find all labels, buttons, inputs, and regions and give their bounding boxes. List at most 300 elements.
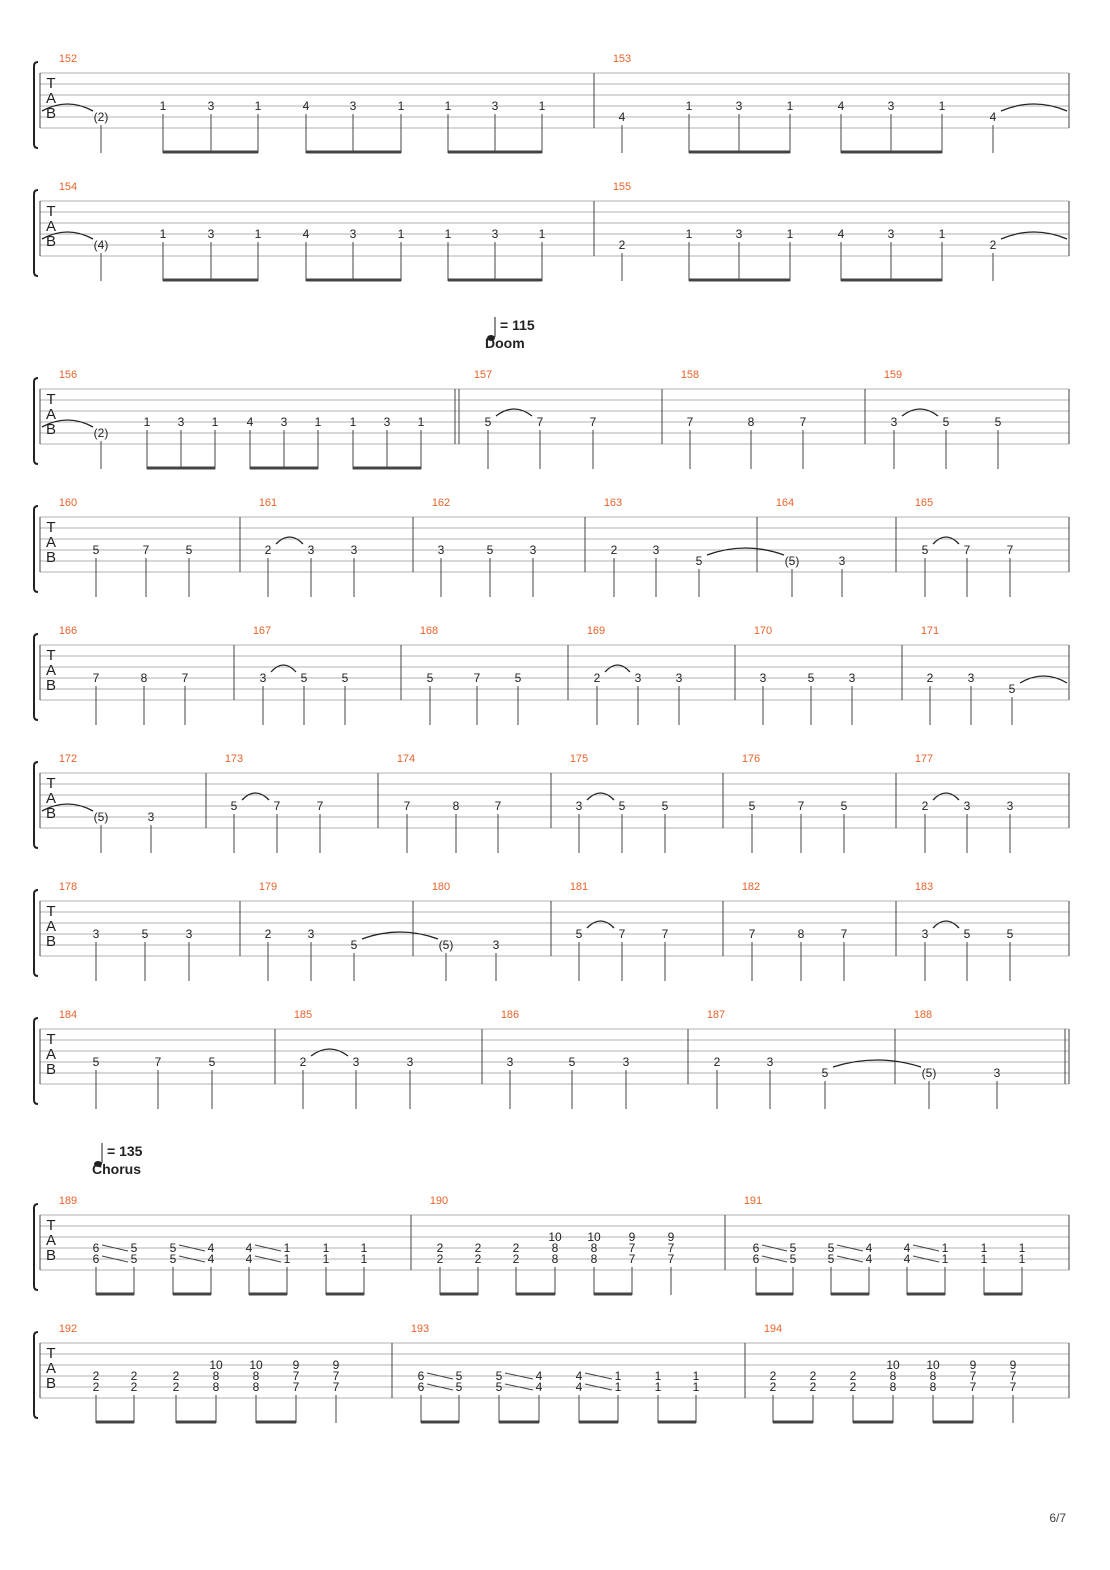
fret-number: 2 xyxy=(436,1252,444,1266)
fret-number: 8 xyxy=(212,1369,220,1383)
tab-clef-letter: T xyxy=(46,1031,56,1048)
tab-system xyxy=(34,369,1069,469)
fret-number: 2 xyxy=(989,238,997,252)
fret-number: 2 xyxy=(809,1369,817,1383)
tie-arc xyxy=(933,537,959,544)
measure-number: 180 xyxy=(431,881,451,893)
fret-number: 5 xyxy=(350,938,358,952)
fret-number: 5 xyxy=(455,1380,463,1394)
fret-number: 8 xyxy=(590,1241,598,1255)
fret-number: 10 xyxy=(209,1358,223,1372)
fret-number: 2 xyxy=(299,1055,307,1069)
system-bracket xyxy=(34,634,38,720)
fret-number: 3 xyxy=(177,415,185,429)
fret-number: 2 xyxy=(921,799,929,813)
fret-number: 7 xyxy=(332,1369,340,1383)
fret-number: 1 xyxy=(614,1380,622,1394)
fret-number: 6 xyxy=(92,1241,100,1255)
fret-number: 5 xyxy=(141,927,149,941)
measure-number: 164 xyxy=(775,497,795,509)
fret-number: 1 xyxy=(254,99,262,113)
fret-number: 3 xyxy=(838,554,846,568)
fret-number: 2 xyxy=(172,1380,180,1394)
fret-number: 1 xyxy=(980,1252,988,1266)
fret-number: 7 xyxy=(667,1252,675,1266)
fret-number: 7 xyxy=(403,799,411,813)
fret-number: 2 xyxy=(264,927,272,941)
tab-system xyxy=(34,53,1069,153)
tempo-bpm: = 115 xyxy=(500,317,535,333)
fret-number: 10 xyxy=(587,1230,601,1244)
fret-number: 7 xyxy=(661,927,669,941)
fret-number: 3 xyxy=(506,1055,514,1069)
tab-clef-letter: A xyxy=(45,534,57,551)
fret-number: 1 xyxy=(322,1241,330,1255)
measure-number: 189 xyxy=(58,1195,78,1207)
tab-clef-letter: T xyxy=(46,1345,56,1362)
fret-number: 2 xyxy=(264,543,272,557)
fret-number: 2 xyxy=(92,1380,100,1394)
fret-number: 2 xyxy=(769,1380,777,1394)
fret-number: 3 xyxy=(185,927,193,941)
tie-arc xyxy=(933,921,959,928)
fret-number: 1 xyxy=(397,99,405,113)
fret-number: 4 xyxy=(837,99,845,113)
fret-number: 5 xyxy=(169,1252,177,1266)
measure-number: 194 xyxy=(763,1323,783,1335)
measure-number: 157 xyxy=(473,369,493,381)
fret-number: 3 xyxy=(259,671,267,685)
system-bracket xyxy=(34,890,38,976)
measure-number: 184 xyxy=(58,1009,78,1021)
fret-number: 3 xyxy=(993,1066,1001,1080)
tab-clef-letter: T xyxy=(46,903,56,920)
measure-number: 173 xyxy=(224,753,244,765)
fret-number: 5 xyxy=(514,671,522,685)
fret-number: 7 xyxy=(273,799,281,813)
fret-number: 1 xyxy=(314,415,322,429)
fret-number: 3 xyxy=(675,671,683,685)
fret-number: 8 xyxy=(889,1380,897,1394)
fret-number: 1 xyxy=(360,1241,368,1255)
fret-number: 5 xyxy=(568,1055,576,1069)
section-label: Doom xyxy=(485,335,525,351)
fret-number: 7 xyxy=(618,927,626,941)
tie-arc xyxy=(587,921,614,928)
measure-number: 177 xyxy=(914,753,934,765)
fret-number: 7 xyxy=(686,415,694,429)
fret-number: 3 xyxy=(350,543,358,557)
fret-number: 7 xyxy=(589,415,597,429)
measure-number: 179 xyxy=(258,881,278,893)
fret-number: 5 xyxy=(575,927,583,941)
fret-number: 1 xyxy=(1018,1241,1026,1255)
fret-number: 3 xyxy=(967,671,975,685)
measure-number: 191 xyxy=(743,1195,763,1207)
fret-number: 6 xyxy=(417,1369,425,1383)
fret-number: 7 xyxy=(963,543,971,557)
measure-number: 155 xyxy=(612,181,632,193)
fret-number: 2 xyxy=(474,1252,482,1266)
fret-number: 1 xyxy=(692,1380,700,1394)
fret-number: 5 xyxy=(92,1055,100,1069)
system-bracket xyxy=(34,762,38,848)
fret-number: 7 xyxy=(292,1380,300,1394)
fret-number: 6 xyxy=(752,1252,760,1266)
tab-clef-letter: B xyxy=(45,805,57,822)
fret-number: 6 xyxy=(92,1252,100,1266)
fret-number: 2 xyxy=(610,543,618,557)
fret-number: 3 xyxy=(92,927,100,941)
fret-number: 1 xyxy=(1018,1252,1026,1266)
fret-number: 4 xyxy=(535,1369,543,1383)
tab-system xyxy=(34,1323,1069,1423)
fret-number: 8 xyxy=(551,1252,559,1266)
tab-clef-letter: T xyxy=(46,519,56,536)
fret-number: 5 xyxy=(185,543,193,557)
measure-number: 168 xyxy=(419,625,439,637)
fret-number: (2) xyxy=(93,110,109,124)
fret-number: 2 xyxy=(849,1380,857,1394)
fret-number: 4 xyxy=(903,1241,911,1255)
fret-number: 10 xyxy=(926,1358,940,1372)
fret-number: 1 xyxy=(538,227,546,241)
fret-number: 7 xyxy=(1009,1369,1017,1383)
fret-number: 3 xyxy=(575,799,583,813)
tab-clef-letter: A xyxy=(45,1232,57,1249)
fret-number: 6 xyxy=(752,1241,760,1255)
system-bracket xyxy=(34,1018,38,1104)
fret-number: 4 xyxy=(575,1369,583,1383)
fret-number: 7 xyxy=(969,1369,977,1383)
fret-number: 2 xyxy=(713,1055,721,1069)
fret-number: 5 xyxy=(230,799,238,813)
fret-number: 1 xyxy=(654,1380,662,1394)
fret-number: 9 xyxy=(667,1230,675,1244)
fret-number: 7 xyxy=(142,543,150,557)
measure-number: 159 xyxy=(883,369,903,381)
fret-number: 1 xyxy=(941,1252,949,1266)
fret-number: 3 xyxy=(147,810,155,824)
tab-clef-letter: A xyxy=(45,218,57,235)
fret-number: 9 xyxy=(292,1358,300,1372)
fret-number: 5 xyxy=(942,415,950,429)
fret-number: 4 xyxy=(903,1252,911,1266)
fret-number: 1 xyxy=(349,415,357,429)
fret-number: 1 xyxy=(538,99,546,113)
fret-number: (2) xyxy=(93,426,109,440)
tie-arc xyxy=(902,409,938,416)
fret-number: 7 xyxy=(536,415,544,429)
fret-number: 7 xyxy=(154,1055,162,1069)
fret-number: 4 xyxy=(207,1252,215,1266)
tie-arc xyxy=(496,409,532,416)
measure-number: 165 xyxy=(914,497,934,509)
fret-number: 5 xyxy=(821,1066,829,1080)
fret-number: 5 xyxy=(1008,682,1016,696)
fret-number: 7 xyxy=(92,671,100,685)
page-number: 6/7 xyxy=(1049,1511,1066,1525)
fret-number: 3 xyxy=(352,1055,360,1069)
fret-number: 2 xyxy=(593,671,601,685)
tie-arc xyxy=(833,1060,921,1067)
system-bracket xyxy=(34,1204,38,1290)
fret-number: 4 xyxy=(837,227,845,241)
tab-clef-letter: A xyxy=(45,1360,57,1377)
measure-number: 161 xyxy=(258,497,278,509)
fret-number: 3 xyxy=(307,543,315,557)
measure-number: 158 xyxy=(680,369,700,381)
fret-number: 9 xyxy=(1009,1358,1017,1372)
tab-clef-letter: B xyxy=(45,549,57,566)
tie-arc xyxy=(587,793,614,800)
tab-clef-letter: B xyxy=(45,233,57,250)
fret-number: 5 xyxy=(994,415,1002,429)
tempo-bpm: = 135 xyxy=(107,1143,143,1159)
fret-number: 3 xyxy=(406,1055,414,1069)
tie-arc xyxy=(1001,104,1067,111)
tab-clef-letter: A xyxy=(45,406,57,423)
measure-number: 166 xyxy=(58,625,78,637)
fret-number: 7 xyxy=(332,1380,340,1394)
tab-system xyxy=(34,753,1069,853)
fret-number: 5 xyxy=(921,543,929,557)
fret-number: 4 xyxy=(245,1252,253,1266)
tempo-marker xyxy=(485,317,535,351)
fret-number: 3 xyxy=(383,415,391,429)
fret-number: 5 xyxy=(695,554,703,568)
fret-number: 5 xyxy=(840,799,848,813)
fret-number: 3 xyxy=(890,415,898,429)
fret-number: 7 xyxy=(799,415,807,429)
fret-number: 5 xyxy=(92,543,100,557)
fret-number: 5 xyxy=(827,1241,835,1255)
tie-arc xyxy=(707,548,784,555)
fret-number: 8 xyxy=(929,1380,937,1394)
fret-number: 8 xyxy=(252,1369,260,1383)
fret-number: 1 xyxy=(283,1241,291,1255)
fret-number: 7 xyxy=(181,671,189,685)
fret-number: 3 xyxy=(622,1055,630,1069)
tab-clef-letter: A xyxy=(45,90,57,107)
measure-number: 192 xyxy=(58,1323,78,1335)
fret-number: 10 xyxy=(886,1358,900,1372)
tab-clef-letter: A xyxy=(45,1046,57,1063)
fret-number: 1 xyxy=(143,415,151,429)
fret-number: 1 xyxy=(786,99,794,113)
fret-number: 5 xyxy=(661,799,669,813)
fret-number: 3 xyxy=(529,543,537,557)
fret-number: 3 xyxy=(759,671,767,685)
measure-number: 185 xyxy=(293,1009,313,1021)
fret-number: 4 xyxy=(246,415,254,429)
fret-number: 7 xyxy=(316,799,324,813)
fret-number: 1 xyxy=(254,227,262,241)
fret-number: 7 xyxy=(840,927,848,941)
measure-number: 153 xyxy=(612,53,632,65)
tab-clef-letter: T xyxy=(46,1217,56,1234)
fret-number: 1 xyxy=(938,227,946,241)
fret-number: 9 xyxy=(628,1230,636,1244)
fret-number: 2 xyxy=(172,1369,180,1383)
tab-clef-letter: B xyxy=(45,105,57,122)
fret-number: 3 xyxy=(735,227,743,241)
fret-number: 1 xyxy=(614,1369,622,1383)
fret-number: 5 xyxy=(341,671,349,685)
measure-number: 162 xyxy=(431,497,451,509)
fret-number: 2 xyxy=(926,671,934,685)
system-bracket xyxy=(34,1332,38,1418)
fret-number: 1 xyxy=(159,99,167,113)
fret-number: 4 xyxy=(989,110,997,124)
fret-number: 7 xyxy=(628,1241,636,1255)
fret-number: 5 xyxy=(618,799,626,813)
system-bracket xyxy=(34,506,38,592)
tab-clef-letter: B xyxy=(45,421,57,438)
tie-arc xyxy=(1020,676,1067,683)
tie-arc xyxy=(933,793,959,800)
fret-number: 3 xyxy=(963,799,971,813)
fret-number: 3 xyxy=(921,927,929,941)
fret-number: 10 xyxy=(249,1358,263,1372)
tab-system xyxy=(34,625,1069,725)
measure-number: 160 xyxy=(58,497,78,509)
fret-number: 1 xyxy=(444,99,452,113)
fret-number: (5) xyxy=(93,810,109,824)
measure-number: 182 xyxy=(741,881,761,893)
fret-number: 3 xyxy=(1006,799,1014,813)
tie-arc xyxy=(1001,232,1067,239)
fret-number: 7 xyxy=(969,1380,977,1394)
fret-number: 1 xyxy=(685,99,693,113)
measure-number: 152 xyxy=(58,53,78,65)
measure-number: 172 xyxy=(58,753,78,765)
fret-number: 8 xyxy=(452,799,460,813)
fret-number: 3 xyxy=(848,671,856,685)
fret-number: 5 xyxy=(486,543,494,557)
tab-system xyxy=(34,497,1069,597)
fret-number: 2 xyxy=(512,1241,520,1255)
fret-number: 1 xyxy=(159,227,167,241)
fret-number: 5 xyxy=(789,1241,797,1255)
measure-number: 175 xyxy=(569,753,589,765)
fret-number: 3 xyxy=(735,99,743,113)
tab-clef-letter: T xyxy=(46,775,56,792)
fret-number: 3 xyxy=(766,1055,774,1069)
tie-arc xyxy=(362,932,438,939)
fret-number: (5) xyxy=(784,554,800,568)
fret-number: 3 xyxy=(652,543,660,557)
fret-number: 7 xyxy=(797,799,805,813)
fret-number: 3 xyxy=(437,543,445,557)
fret-number: 8 xyxy=(797,927,805,941)
fret-number: 1 xyxy=(417,415,425,429)
fret-number: 8 xyxy=(551,1241,559,1255)
fret-number: 2 xyxy=(436,1241,444,1255)
measure-number: 186 xyxy=(500,1009,520,1021)
measure-number: 190 xyxy=(429,1195,449,1207)
fret-number: 4 xyxy=(865,1241,873,1255)
fret-number: 5 xyxy=(807,671,815,685)
fret-number: 1 xyxy=(941,1241,949,1255)
fret-number: 3 xyxy=(349,227,357,241)
tab-clef-letter: T xyxy=(46,75,56,92)
tab-clef-letter: T xyxy=(46,647,56,664)
fret-number: 2 xyxy=(809,1380,817,1394)
fret-number: 1 xyxy=(692,1369,700,1383)
fret-number: (5) xyxy=(438,938,454,952)
section-label: Chorus xyxy=(92,1161,141,1177)
fret-number: 1 xyxy=(444,227,452,241)
fret-number: 8 xyxy=(252,1380,260,1394)
fret-number: 1 xyxy=(654,1369,662,1383)
fret-number: 6 xyxy=(417,1380,425,1394)
measure-number: 187 xyxy=(706,1009,726,1021)
system-bracket xyxy=(34,378,38,464)
tab-clef-letter: A xyxy=(45,662,57,679)
fret-number: 5 xyxy=(748,799,756,813)
tie-arc xyxy=(605,665,630,672)
fret-number: 4 xyxy=(618,110,626,124)
fret-number: 2 xyxy=(618,238,626,252)
fret-number: 7 xyxy=(1009,1380,1017,1394)
fret-number: 4 xyxy=(245,1241,253,1255)
fret-number: 3 xyxy=(492,938,500,952)
fret-number: 7 xyxy=(667,1241,675,1255)
fret-number: 4 xyxy=(207,1241,215,1255)
fret-number: 2 xyxy=(92,1369,100,1383)
tie-arc xyxy=(271,665,296,672)
fret-number: 10 xyxy=(548,1230,562,1244)
system-bracket xyxy=(34,190,38,276)
fret-number: 8 xyxy=(140,671,148,685)
fret-number: 5 xyxy=(208,1055,216,1069)
fret-number: 5 xyxy=(1006,927,1014,941)
fret-number: 1 xyxy=(938,99,946,113)
measure-number: 176 xyxy=(741,753,761,765)
fret-number: 2 xyxy=(474,1241,482,1255)
measure-number: 183 xyxy=(914,881,934,893)
fret-number: 4 xyxy=(302,227,310,241)
tab-clef-letter: B xyxy=(45,1375,57,1392)
tie-arc xyxy=(276,537,303,544)
system-bracket xyxy=(34,62,38,148)
fret-number: 4 xyxy=(865,1252,873,1266)
fret-number: (4) xyxy=(93,238,109,252)
measure-number: 163 xyxy=(603,497,623,509)
fret-number: 7 xyxy=(748,927,756,941)
fret-number: 5 xyxy=(827,1252,835,1266)
fret-number: 7 xyxy=(494,799,502,813)
measure-number: 156 xyxy=(58,369,78,381)
fret-number: 3 xyxy=(280,415,288,429)
measure-number: 170 xyxy=(753,625,773,637)
fret-number: 3 xyxy=(491,99,499,113)
tie-arc xyxy=(311,1049,348,1056)
tab-clef-letter: T xyxy=(46,203,56,220)
fret-number: 2 xyxy=(849,1369,857,1383)
fret-number: 5 xyxy=(169,1241,177,1255)
tab-system xyxy=(34,1195,1069,1295)
fret-number: 3 xyxy=(634,671,642,685)
fret-number: 3 xyxy=(887,227,895,241)
measure-number: 193 xyxy=(410,1323,430,1335)
tab-system xyxy=(34,181,1069,281)
fret-number: 5 xyxy=(484,415,492,429)
tab-clef-letter: B xyxy=(45,933,57,950)
measure-number: 178 xyxy=(58,881,78,893)
measure-number: 188 xyxy=(913,1009,933,1021)
